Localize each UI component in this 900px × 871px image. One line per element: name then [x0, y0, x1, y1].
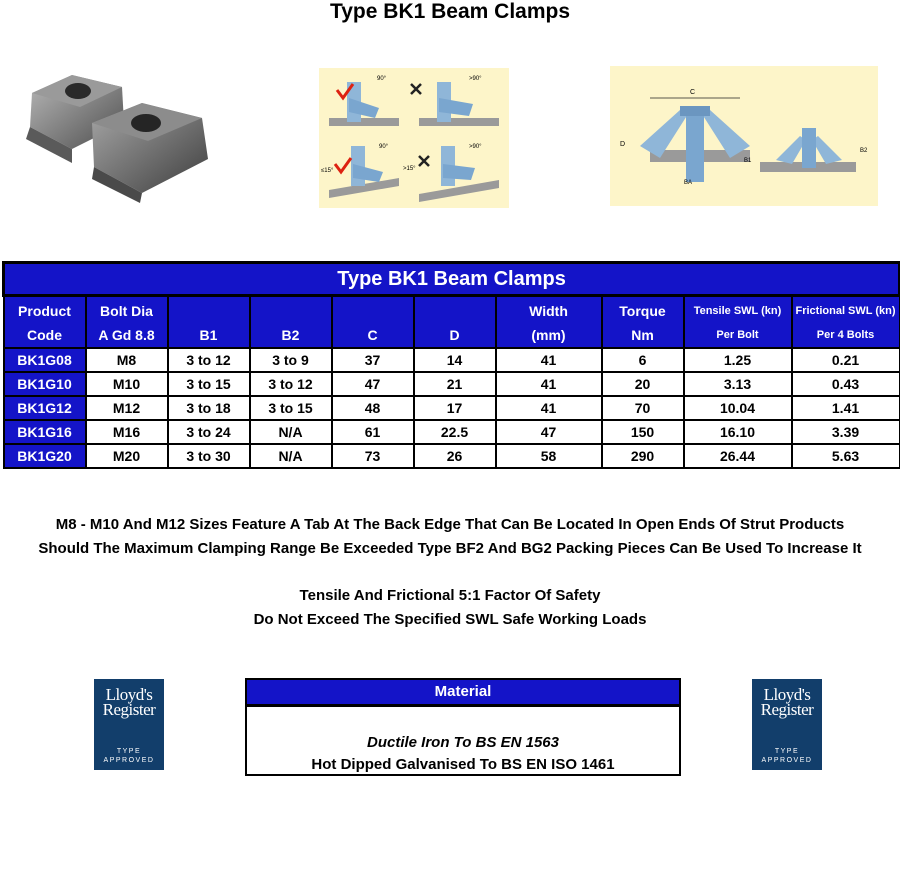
cell: N/A: [250, 420, 332, 444]
header-frictional-swl: Frictional SWL (kn) Per 4 Bolts: [792, 296, 900, 349]
cell: 22.5: [414, 420, 496, 444]
angle-label: >15°: [403, 166, 416, 172]
header-d: D: [414, 296, 496, 349]
cell: 58: [496, 444, 602, 468]
note-packing-pieces: Should The Maximum Clamping Range Be Exceeded Type BF2 And BG2 Packing Pieces Can Be Used To Increase It: [38, 540, 862, 557]
cell: 41: [496, 348, 602, 372]
cell: 0.43: [792, 372, 900, 396]
dimension-label: B1: [744, 158, 752, 164]
cell-product-code: BK1G12: [4, 396, 86, 420]
cell: 26.44: [684, 444, 792, 468]
cell: 0.21: [792, 348, 900, 372]
cell: 3 to 9: [250, 348, 332, 372]
cell: 3 to 18: [168, 396, 250, 420]
table-header-row: [4, 296, 900, 349]
angle-label: 90°: [379, 144, 389, 150]
note-tab-feature: M8 - M10 And M12 Sizes Feature A Tab At The Back Edge That Can Be Located In Open Ends Of Strut Products: [55, 516, 845, 533]
cell: 3 to 15: [250, 396, 332, 420]
cell: M10: [86, 372, 168, 396]
angle-label: >90°: [469, 144, 482, 150]
angle-label: 90°: [377, 76, 387, 82]
note-safety-factor: Tensile And Frictional 5:1 Factor Of Safety: [299, 587, 601, 604]
cell: 6: [602, 348, 684, 372]
dimension-diagram: [610, 66, 878, 206]
header-product-code: Product Code: [4, 296, 86, 349]
dimension-label: BA: [684, 180, 693, 186]
cell: 3 to 12: [250, 372, 332, 396]
table-title: Type BK1 Beam Clamps: [4, 263, 900, 296]
material-line-iron: Ductile Iron To BS EN 1563: [367, 734, 559, 751]
header-torque: Torque Nm: [602, 296, 684, 349]
cell: 73: [332, 444, 414, 468]
header-width: Width (mm): [496, 296, 602, 349]
cell: 47: [332, 372, 414, 396]
cell-product-code: BK1G08: [4, 348, 86, 372]
cell: 1.25: [684, 348, 792, 372]
cell: 48: [332, 396, 414, 420]
angle-label: >90°: [469, 76, 482, 82]
cell: 3 to 30: [168, 444, 250, 468]
cell: 21: [414, 372, 496, 396]
header-bolt-dia: Bolt Dia A Gd 8.8: [86, 296, 168, 349]
material-box: [245, 678, 681, 776]
cell: N/A: [250, 444, 332, 468]
angle-label: ≤15°: [321, 168, 334, 174]
cell: 26: [414, 444, 496, 468]
cell: M8: [86, 348, 168, 372]
cell: 3 to 15: [168, 372, 250, 396]
cell: 41: [496, 372, 602, 396]
cell: 47: [496, 420, 602, 444]
angle-diagram: [319, 68, 509, 208]
header-tensile-swl: Tensile SWL (kn) Per Bolt: [684, 296, 792, 349]
table-row: [4, 444, 900, 468]
cell: 61: [332, 420, 414, 444]
dimension-label: C: [690, 89, 696, 96]
cell: 3.13: [684, 372, 792, 396]
cell: 3.39: [792, 420, 900, 444]
table-title-row: [4, 263, 900, 296]
cell: 14: [414, 348, 496, 372]
cell: 290: [602, 444, 684, 468]
material-line-galvanised: Hot Dipped Galvanised To BS EN ISO 1461: [311, 756, 615, 773]
table-row: [4, 396, 900, 420]
header-c: C: [332, 296, 414, 349]
dimension-label: D: [620, 141, 626, 148]
cell: 3 to 12: [168, 348, 250, 372]
lloyds-register-badge: Lloyd's Register TYPE APPROVED: [94, 679, 164, 770]
cell: 70: [602, 396, 684, 420]
cell: 10.04: [684, 396, 792, 420]
header-b1: B1: [168, 296, 250, 349]
page-title: Type BK1 Beam Clamps: [329, 0, 571, 23]
clamp-photo: [12, 63, 222, 203]
cell-product-code: BK1G20: [4, 444, 86, 468]
lloyds-register-badge: Lloyd's Register TYPE APPROVED: [752, 679, 822, 770]
material-header: Material: [247, 680, 679, 707]
header-b2: B2: [250, 296, 332, 349]
spec-table: [2, 261, 900, 469]
cell: 20: [602, 372, 684, 396]
cell: 150: [602, 420, 684, 444]
cell: 3 to 24: [168, 420, 250, 444]
cell: M12: [86, 396, 168, 420]
cell: 5.63: [792, 444, 900, 468]
table-row: [4, 372, 900, 396]
table-row: [4, 420, 900, 444]
cell-product-code: BK1G10: [4, 372, 86, 396]
cell-product-code: BK1G16: [4, 420, 86, 444]
cell: 1.41: [792, 396, 900, 420]
note-swl-warning: Do Not Exceed The Specified SWL Safe Working Loads: [253, 611, 647, 628]
cell: 16.10: [684, 420, 792, 444]
cell: 41: [496, 396, 602, 420]
cell: 17: [414, 396, 496, 420]
cell: M20: [86, 444, 168, 468]
table-row: [4, 348, 900, 372]
cell: 37: [332, 348, 414, 372]
cell: M16: [86, 420, 168, 444]
dimension-label: B2: [860, 148, 868, 154]
